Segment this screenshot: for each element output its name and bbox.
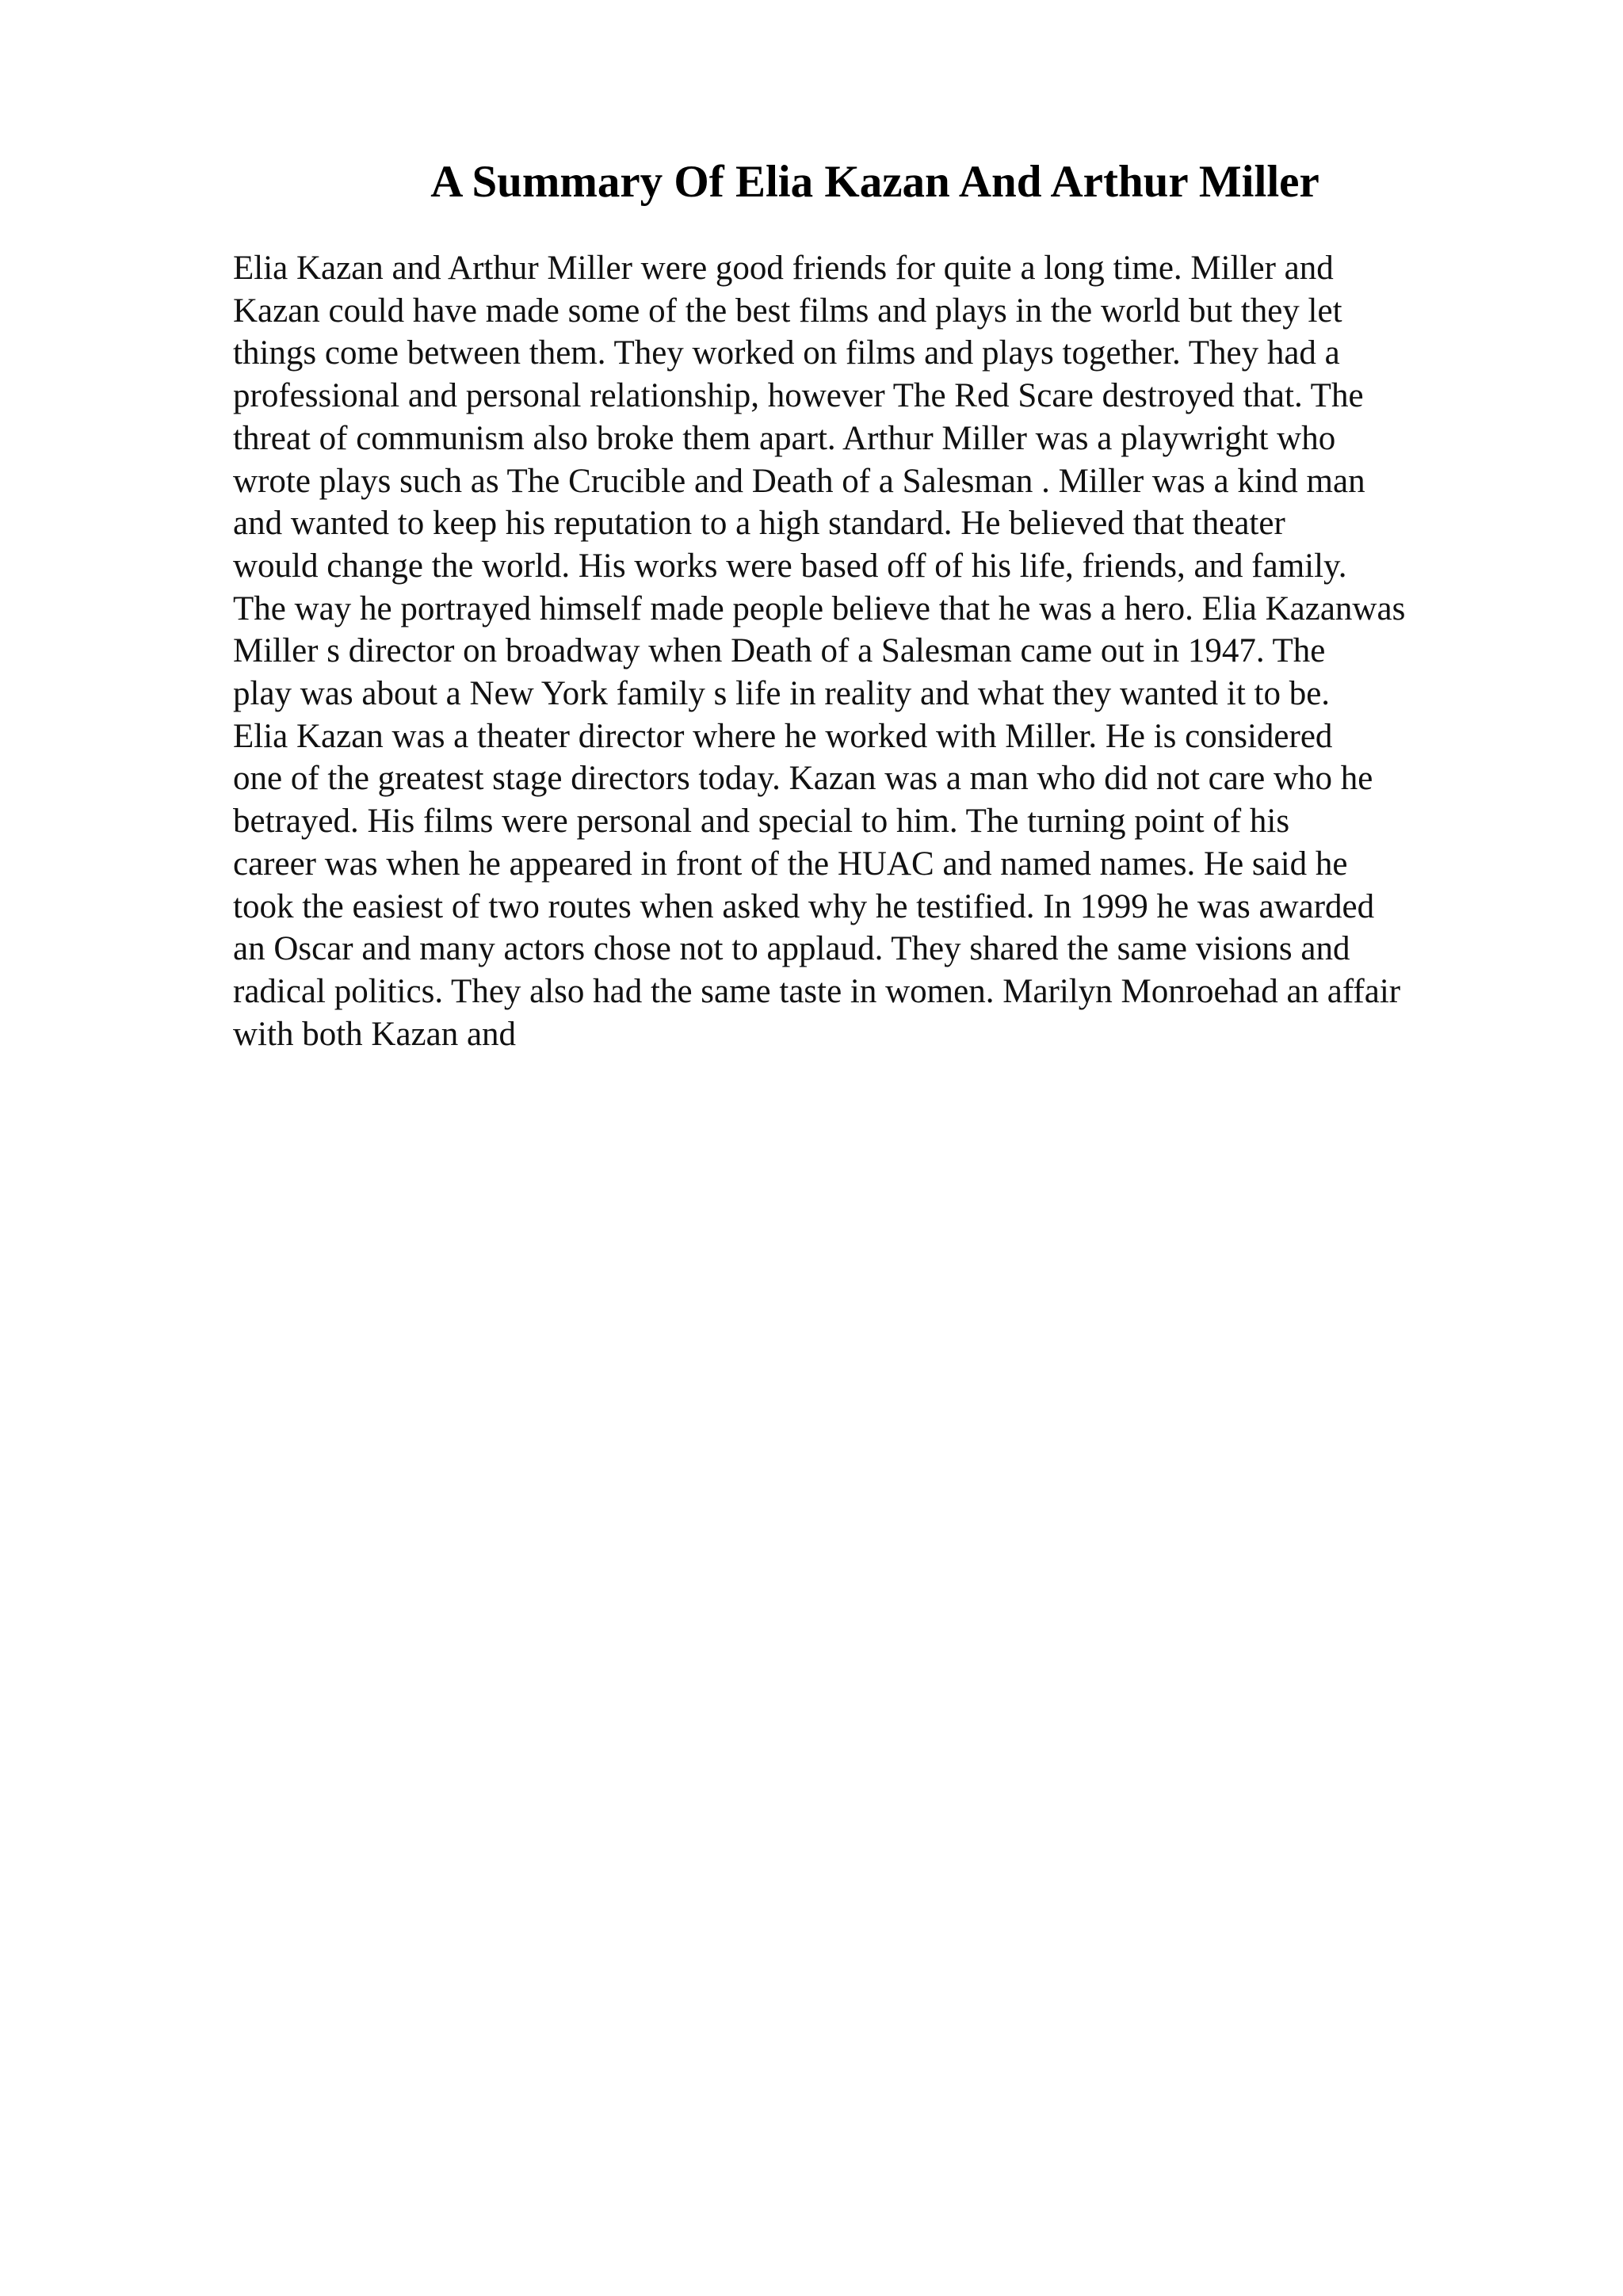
body-line: wrote plays such as The Crucible and Death of a Salesman . Miller was a kind man — [233, 462, 1365, 500]
body-line: betrayed. His films were personal and special to him. The turning point of his — [233, 803, 1290, 841]
body-line: one of the greatest stage directors today. Kazan was a man who did not care who he — [233, 760, 1373, 798]
body-line: an Oscar and many actors chose not to applaud. They shared the same visions and — [233, 930, 1350, 968]
body-line: Miller s director on broadway when Death of a Salesman came out in 1947. The — [233, 632, 1326, 670]
document-body — [233, 247, 1596, 1055]
body-line: radical politics. They also had the same taste in women. Marilyn Monroehad an affair — [233, 972, 1401, 1010]
document-title: A Summary Of Elia Kazan And Arthur Miller — [430, 157, 1319, 207]
body-line: and wanted to keep his reputation to a high standard. He believed that theater — [233, 505, 1285, 543]
body-line: would change the world. His works were based off of his life, friends, and family. — [233, 547, 1347, 585]
body-line: things come between them. They worked on films and plays together. They had a — [233, 334, 1340, 372]
body-line: play was about a New York family s life in reality and what they wanted it to be. — [233, 675, 1331, 713]
body-line: with both Kazan and — [233, 1015, 517, 1053]
body-line: professional and personal relationship, however The Red Scare destroyed that. The — [233, 377, 1364, 415]
body-line: Elia Kazan and Arthur Miller were good friends for quite a long time. Miller and — [233, 250, 1334, 287]
body-line: Kazan could have made some of the best films and plays in the world but they let — [233, 292, 1342, 330]
body-line: threat of communism also broke them apart. Arthur Miller was a playwright who — [233, 419, 1336, 457]
body-line: took the easiest of two routes when asked why he testified. In 1999 he was awarded — [233, 887, 1375, 925]
body-line: career was when he appeared in front of the HUAC and named names. He said he — [233, 845, 1348, 883]
body-line: The way he portrayed himself made people believe that he was a hero. Elia Kazanwas — [233, 589, 1406, 627]
body-line: Elia Kazan was a theater director where he worked with Miller. He is considered — [233, 717, 1333, 755]
